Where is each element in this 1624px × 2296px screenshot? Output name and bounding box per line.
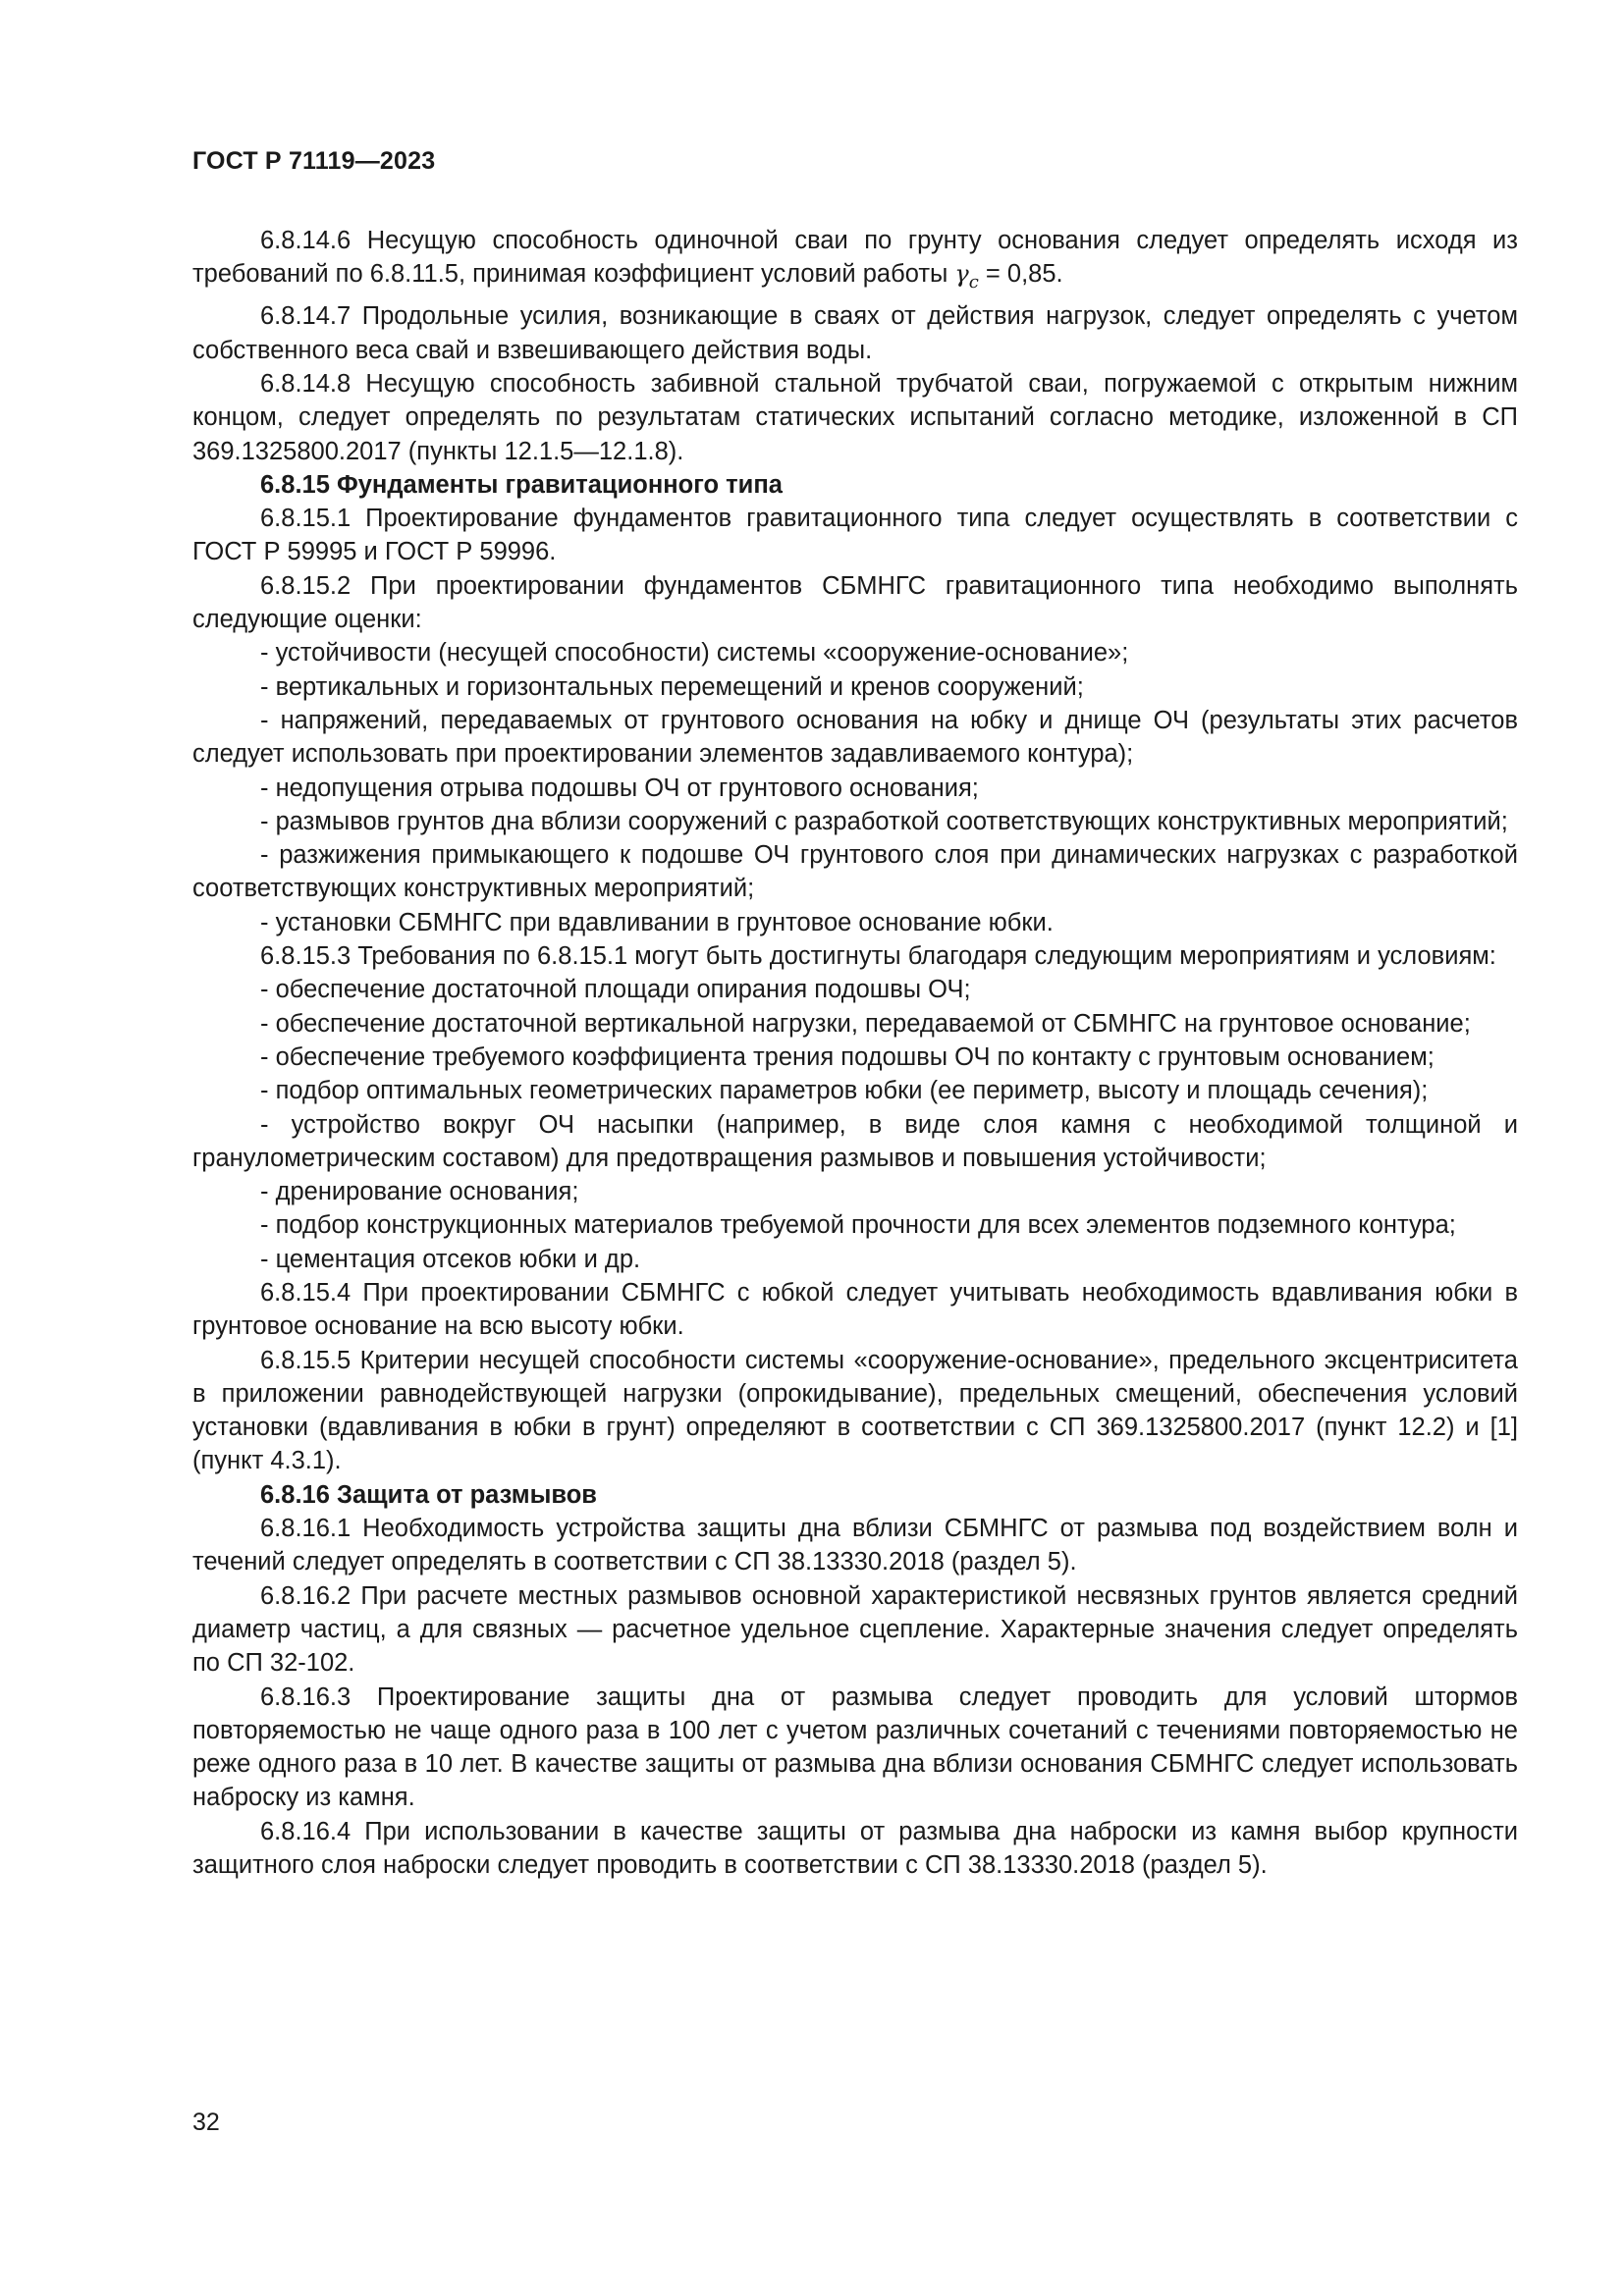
paragraph-6-8-14-7: 6.8.14.7 Продольные усилия, возникающие в сваях от действия нагрузок, следует определять с учетом собственного веса свай и взвешивающего действия воды. [192,302,1518,364]
list-item: - устойчивости (несущей способности) системы «сооружение-основание»; [260,639,1129,667]
list-item: - устройство вокруг ОЧ насыпки (например, в виде слоя камня с необходимой толщиной и гранулометрическим составом) для предотвращения размывов и повышения устойчивости; [192,1110,1518,1172]
list-item: - вертикальных и горизонтальных перемещений и кренов сооружений; [260,672,1084,701]
page-number: 32 [192,2109,220,2136]
paragraph-6-8-16-2: 6.8.16.2 При расчете местных размывов основной характеристикой несвязных грунтов является средний диаметр частиц, а для связных — расчетное удельное сцепление. Характерные значения следует определять по СП 32-102. [192,1581,1518,1678]
paragraph-6-8-16-4: 6.8.16.4 При использовании в качестве защиты от размыва дна наброски из камня выбор крупности защитного слоя наброски следует проводить в соответствии с СП 38.13330.2018 (раздел 5). [192,1817,1518,1880]
paragraph-6-8-15-4: 6.8.15.4 При проектировании СБМНГС с юбкой следует учитывать необходимость вдавливания юбки в грунтовое основание на всю высоту юбки. [192,1279,1518,1341]
list-item: - дренирование основания; [260,1178,579,1206]
paragraph-6-8-16-3: 6.8.16.3 Проектирование защиты дна от размыва следует проводить для условий штормов повторяемостью не чаще одного раза в 100 лет с учетом различных сочетаний с течениями повторяемостью не реже одного раза в 10 лет. В качестве защиты от размыва дна вблизи основания СБМНГС следует использовать наброску из камня. [192,1682,1518,1812]
paragraph-6-8-15-2: 6.8.15.2 При проектировании фундаментов СБМНГС гравитационного типа необходимо выполнять следующие оценки: [192,571,1518,634]
document-body [192,224,1518,1882]
list-item: - обеспечение достаточной вертикальной нагрузки, передаваемой от СБМНГС на грунтовое основание; [260,1009,1471,1038]
section-heading-6-8-16: 6.8.16 Защита от размывов [260,1480,597,1509]
list-item: - подбор конструкционных материалов требуемой прочности для всех элементов подземного контура; [260,1211,1456,1240]
section-heading-6-8-15: 6.8.15 Фундаменты гравитационного типа [260,470,783,499]
list-item: - обеспечение достаточной площади опирания подошвы ОЧ; [260,976,971,1004]
document-header: ГОСТ Р 71119—2023 [192,147,436,175]
list-item: - цементация отсеков юбки и др. [260,1245,641,1273]
paragraph-6-8-16-1: 6.8.16.1 Необходимость устройства защиты дна вблизи СБМНГС от размыва под воздействием волн и течений следует определять в соответствии с СП 38.13330.2018 (раздел 5). [192,1515,1518,1576]
gamma-letter: γ [954,260,969,289]
paragraph-6-8-14-8: 6.8.14.8 Несущую способность забивной стальной трубчатой сваи, погружаемой с открытым нижним концом, следует определять по результатам статических испытаний согласно методике, изложенной в СП 369.1325800.2017 (пункты 12.1.5—12.1.8). [192,369,1518,465]
paragraph-text-end: = 0,85. [978,260,1063,289]
list-item: - напряжений, передаваемых от грунтового основания на юбку и днище ОЧ (результаты этих расчетов следует использовать при проектировании элементов задавливаемого контура); [192,706,1518,769]
list-item: - разжижения примыкающего к подошве ОЧ грунтового слоя при динамических нагрузках с разработкой соответствующих конструктивных мероприятий; [192,841,1518,903]
list-item: - недопущения отрыва подошвы ОЧ от грунтового основания; [260,774,979,802]
list-item: - размывов грунтов дна вблизи сооружений с разработкой соответствующих конструктивных мероприятий; [260,807,1508,835]
list-item: - подбор оптимальных геометрических параметров юбки (ее периметр, высоту и площадь сечения); [260,1077,1429,1105]
paragraph-6-8-15-5: 6.8.15.5 Критерии несущей способности системы «сооружение-основание», предельного эксцентриситета в приложении равнодействующей нагрузки (опрокидывание), предельных смещений, обеспечения условий установки (вдавливания в юбки в грунт) определяют в соответствии с СП 369.1325800.2017 (пункт 12.2) и [1] (пункт 4.3.1). [192,1346,1518,1475]
gamma-subscript: c [968,272,979,294]
paragraph-6-8-15-1: 6.8.15.1 Проектирование фундаментов гравитационного типа следует осуществлять в соответствии с ГОСТ Р 59995 и ГОСТ Р 59996. [192,505,1518,566]
list-item: - обеспечение требуемого коэффициента трения подошвы ОЧ по контакту с грунтовым основанием; [260,1042,1435,1071]
paragraph-6-8-14-6 [192,224,1518,299]
paragraph-text: 6.8.14.6 Несущую способность одиночной сваи по грунту основания следует определять исходя из требований по 6.8.11.5, принимая коэффициент условий работы [192,227,1518,289]
gamma-symbol [954,260,979,294]
paragraph-6-8-15-3: 6.8.15.3 Требования по 6.8.15.1 могут быть достигнуты благодаря следующим мероприятиям и условиям: [260,942,1496,971]
list-item: - установки СБМНГС при вдавливании в грунтовое основание юбки. [260,908,1054,936]
